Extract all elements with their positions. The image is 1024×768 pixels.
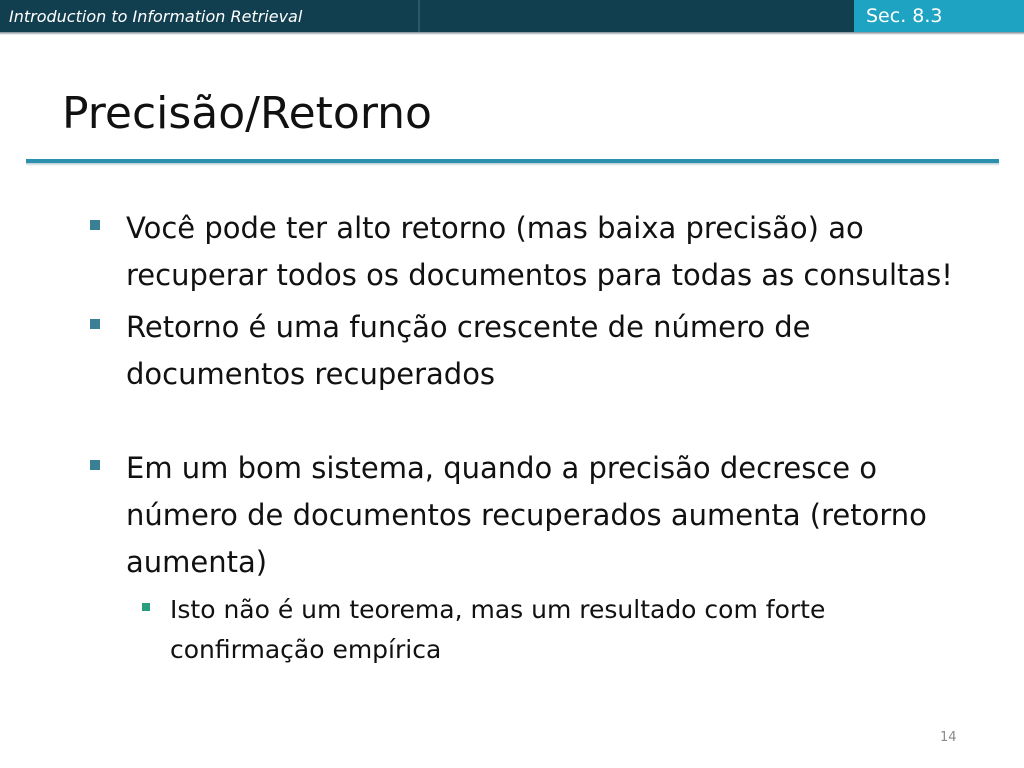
square-bullet-icon — [90, 460, 100, 470]
slide-content — [90, 205, 970, 670]
bullet-item — [90, 445, 970, 586]
course-title: Introduction to Information Retrieval — [9, 6, 303, 26]
square-bullet-icon — [142, 603, 150, 611]
header-spacer-panel — [420, 0, 854, 32]
header-section-panel — [854, 0, 1024, 32]
bullet-item — [90, 304, 970, 398]
bullet-item — [90, 205, 970, 299]
header-course-panel — [0, 0, 418, 32]
sub-bullet-item — [142, 590, 970, 670]
bullet-text: Retorno é uma função crescente de número de documentos recuperados — [126, 310, 811, 391]
header-bar — [0, 0, 1024, 32]
section-label: Sec. 8.3 — [866, 5, 943, 27]
square-bullet-icon — [90, 220, 100, 230]
page-number: 14 — [940, 730, 957, 745]
sub-bullet-text: Isto não é um teorema, mas um resultado com forte confirmação empírica — [170, 595, 826, 664]
bullet-text: Em um bom sistema, quando a precisão decresce o número de documentos recuperados aumenta (retorno aumenta) — [126, 451, 927, 579]
slide-title: Precisão/Retorno — [62, 88, 432, 139]
title-underline-shadow — [26, 163, 999, 166]
square-bullet-icon — [90, 319, 100, 329]
bullet-text: Você pode ter alto retorno (mas baixa precisão) ao recuperar todos os documentos para todas as consultas! — [126, 211, 953, 292]
header-shadow — [0, 32, 1024, 35]
